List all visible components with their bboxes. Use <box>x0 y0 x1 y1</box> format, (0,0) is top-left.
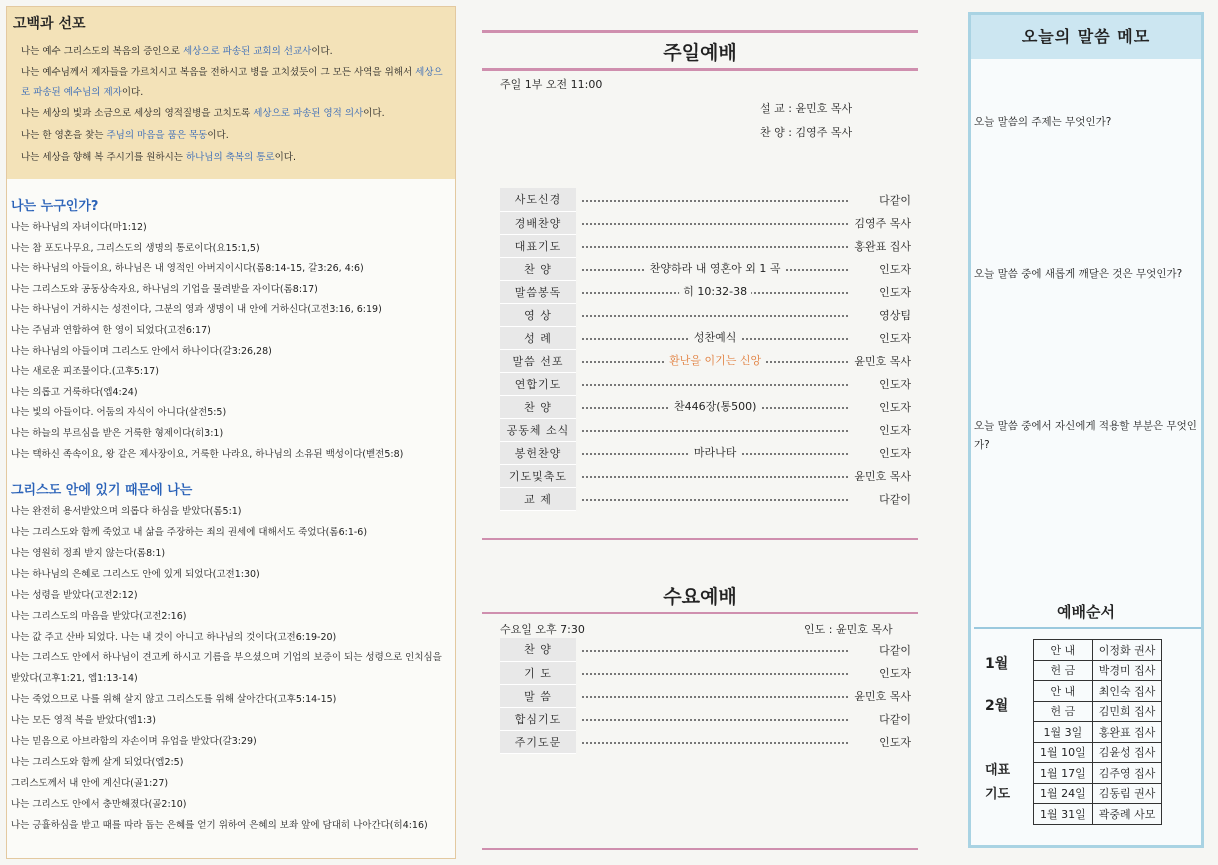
schedule-name: 김민희 집사 <box>1092 701 1162 722</box>
order-content <box>576 464 854 487</box>
dotted-leader <box>582 499 848 501</box>
schedule-role: 1월 10일 <box>1034 742 1093 763</box>
order-label: 기도및축도 <box>500 464 576 487</box>
schedule-row <box>1034 701 1162 722</box>
wednesday-time: 수요일 오후 7:30 <box>500 623 585 636</box>
order-content <box>576 487 854 510</box>
order-content <box>576 349 854 372</box>
order-label: 성 례 <box>500 326 576 349</box>
list-item: 나는 성령을 받았다(고전2:12) <box>11 589 138 601</box>
order-row <box>500 326 915 349</box>
list-item: 그리스도께서 내 안에 계신다(골1:27) <box>11 777 169 789</box>
schedule-name: 이정화 권사 <box>1092 640 1162 661</box>
schedule-role: 안 내 <box>1034 640 1093 661</box>
memo-question-3: 오늘 말씀 중에서 자신에게 적용할 부분은 무엇인가? <box>974 420 1197 451</box>
order-row <box>500 730 915 753</box>
list-item: 나는 빛의 아들이다. 어둠의 자식이 아니다(살전5:5) <box>11 407 227 419</box>
order-person: 인도자 <box>879 666 911 680</box>
sunday-title: 주일예배 <box>663 42 737 64</box>
dotted-leader <box>582 742 848 744</box>
declaration-line: 나는 한 영혼을 찾는 주님의 마음을 품은 목동이다. <box>21 130 229 141</box>
schedule-name: 김동림 권사 <box>1092 783 1162 804</box>
order-person: 인도자 <box>879 377 911 391</box>
order-content <box>576 303 854 326</box>
memo-panel <box>968 12 1204 848</box>
order-label: 기 도 <box>500 661 576 684</box>
order-label: 연합기도 <box>500 372 576 395</box>
who-am-i-list <box>7 218 455 465</box>
order-content <box>576 441 854 464</box>
order-content <box>576 211 854 234</box>
dotted-leader <box>582 315 848 317</box>
order-row <box>500 487 915 510</box>
in-christ-list <box>7 502 455 837</box>
order-row <box>500 188 915 211</box>
order-content <box>576 707 854 730</box>
order-row <box>500 661 915 684</box>
order-label: 찬 양 <box>500 257 576 280</box>
list-item: 나는 하나님의 자녀이다(마1:12) <box>11 222 147 233</box>
schedule-row <box>1034 722 1162 743</box>
order-row <box>500 464 915 487</box>
dotted-leader <box>582 673 848 675</box>
declaration-line: 나는 세상의 빛과 소금으로 세상의 영적질병을 고치도록 세상으로 파송된 영적 의사이다. <box>21 108 385 119</box>
order-person: 윤민호 목사 <box>854 354 911 368</box>
declaration-line: 나는 예수님께서 제자들을 가르치시고 복음을 전하시고 병을 고치셨듯이 그 모든 사역을 위해서 세상으로 파송된 예수님의 제자이다. <box>21 67 443 98</box>
order-label: 교 제 <box>500 487 576 510</box>
list-item: 나는 모든 영적 복을 받았다(엡1:3) <box>11 715 156 727</box>
dotted-leader <box>582 200 848 202</box>
order-person: 인도자 <box>879 262 911 276</box>
order-label: 대표기도 <box>500 234 576 257</box>
order-item-text: 찬446장(통500) <box>670 398 760 414</box>
wednesday-leader: 인도 : 윤민호 목사 <box>804 623 893 636</box>
order-row <box>500 280 915 303</box>
schedule-role: 헌 금 <box>1034 701 1093 722</box>
order-content <box>576 372 854 395</box>
list-item: 나는 참 포도나무요, 그리스도의 생명의 통로이다(요15:1,5) <box>11 242 260 254</box>
list-item: 나는 하나님의 아들이요, 하나님은 내 영적인 아버지이시다(롬8:14-15, 갈3:26, 4:6) <box>11 263 364 275</box>
schedule-group-feb: 2월 <box>985 698 1009 714</box>
schedule-role: 안 내 <box>1034 681 1093 702</box>
order-row <box>500 257 915 280</box>
declaration-title: 고백과 선포 <box>13 16 86 32</box>
order-row <box>500 418 915 441</box>
order-content <box>576 234 854 257</box>
sunday-praise-leader: 찬 양 : 김영주 목사 <box>760 126 853 139</box>
schedule-name: 홍완표 집사 <box>1092 722 1162 743</box>
schedule-name: 곽중례 사모 <box>1092 804 1162 825</box>
list-item: 나는 그리스도 안에서 하나님이 견고케 하시고 기름을 부으셨으며 기업의 보증이 되는 성령으로 인치심을 받았다(고후1:21, 엡1:13-14) <box>11 652 442 685</box>
schedule-title: 예배순서 <box>1057 603 1115 621</box>
dotted-leader <box>582 223 848 225</box>
order-row <box>500 441 915 464</box>
list-item: 나는 택하신 족속이요, 왕 같은 제사장이요, 거룩한 나라요, 하나님의 소유된 백성이다(벧전5:8) <box>11 448 404 460</box>
order-label: 공동체 소식 <box>500 418 576 441</box>
schedule-name: 박경미 집사 <box>1092 660 1162 681</box>
schedule-name: 김주영 집사 <box>1092 763 1162 784</box>
order-label: 말씀 선포 <box>500 349 576 372</box>
dotted-leader <box>582 384 848 386</box>
schedule-row <box>1034 681 1162 702</box>
order-label: 찬 양 <box>500 638 576 661</box>
order-person: 홍완표 집사 <box>854 239 911 253</box>
list-item: 나는 그리스도와 함께 살게 되었다(엡2:5) <box>11 757 184 768</box>
order-person: 인도자 <box>879 400 911 414</box>
section-rule <box>482 538 918 540</box>
dotted-leader <box>582 719 848 721</box>
schedule-name: 김윤성 집사 <box>1092 742 1162 763</box>
list-item: 나는 주님과 연합하여 한 영이 되었다(고전6:17) <box>11 324 211 336</box>
order-label: 주기도문 <box>500 730 576 753</box>
dotted-leader <box>582 476 848 478</box>
order-person: 인도자 <box>879 285 911 299</box>
dotted-leader <box>582 696 848 698</box>
order-row <box>500 349 915 372</box>
dotted-leader <box>582 430 848 432</box>
order-content <box>576 638 854 661</box>
wednesday-title-rule <box>482 612 918 614</box>
list-item: 나는 새로운 피조물이다.(고후5:17) <box>11 366 159 378</box>
list-item: 나는 의롭고 거룩하다(엡4:24) <box>11 386 138 398</box>
sunday-order-table <box>500 188 915 511</box>
schedule-row <box>1034 742 1162 763</box>
schedule-name: 최인숙 집사 <box>1092 681 1162 702</box>
order-row <box>500 303 915 326</box>
order-row <box>500 684 915 707</box>
order-person: 인도자 <box>879 331 911 345</box>
order-label: 경배찬양 <box>500 211 576 234</box>
order-person: 윤민호 목사 <box>854 689 911 703</box>
order-content <box>576 661 854 684</box>
order-label: 찬 양 <box>500 395 576 418</box>
order-row <box>500 372 915 395</box>
wednesday-title: 수요예배 <box>663 586 737 608</box>
order-content <box>576 395 854 418</box>
schedule-row <box>1034 804 1162 825</box>
order-person: 다같이 <box>879 492 911 506</box>
order-label: 합심기도 <box>500 707 576 730</box>
who-am-i-title: 나는 누구인가? <box>11 199 99 214</box>
order-content <box>576 280 854 303</box>
schedule-rule <box>974 627 1201 629</box>
schedule-row <box>1034 783 1162 804</box>
order-item-text: 찬양하라 내 영혼아 외 1 곡 <box>646 260 785 276</box>
list-item: 나는 죽었으므로 나를 위해 살지 않고 그리스도를 위해 살아간다(고후5:14-15) <box>11 694 337 706</box>
schedule-group-jan: 1월 <box>985 656 1009 672</box>
order-label: 사도신경 <box>500 188 576 211</box>
sunday-preacher: 설 교 : 윤민호 목사 <box>760 102 853 115</box>
schedule-role: 헌 금 <box>1034 660 1093 681</box>
list-item: 나는 그리스도의 마음을 받았다(고전2:16) <box>11 610 187 622</box>
order-label: 봉헌찬양 <box>500 441 576 464</box>
declaration-box <box>7 7 455 179</box>
middle-panel <box>482 6 918 859</box>
order-person: 영상팀 <box>879 308 911 322</box>
schedule-row <box>1034 660 1162 681</box>
bottom-rule <box>482 848 918 850</box>
order-person: 다같이 <box>879 643 911 657</box>
order-item-text: 성찬예식 <box>690 329 741 345</box>
order-person: 다같이 <box>879 193 911 207</box>
order-content <box>576 188 854 211</box>
wednesday-order-table <box>500 638 915 754</box>
schedule-role: 1월 17일 <box>1034 763 1093 784</box>
sunday-time: 주일 1부 오전 11:00 <box>500 78 603 91</box>
memo-title: 오늘의 말씀 메모 <box>971 15 1201 59</box>
schedule-table <box>1033 639 1162 825</box>
order-content <box>576 418 854 441</box>
order-label: 말 씀 <box>500 684 576 707</box>
list-item: 나는 완전히 용서받았으며 의롭다 하심을 받았다(롬5:1) <box>11 506 242 518</box>
order-person: 인도자 <box>879 446 911 460</box>
list-item: 나는 믿음으로 아브라함의 자손이며 유업을 받았다(갈3:29) <box>11 736 257 748</box>
schedule-group-prayer: 대표 기도 <box>985 763 1011 802</box>
memo-question-1: 오늘 말씀의 주제는 무엇인가? <box>974 116 1112 128</box>
list-item: 나는 값 주고 산바 되었다. 나는 내 것이 아니고 하나님의 것이다(고전6:19-20) <box>11 631 337 643</box>
list-item: 나는 그리스도와 공동상속자요, 하나님의 기업을 물려받을 자이다(롬8:17) <box>11 283 318 295</box>
schedule-role: 1월 24일 <box>1034 783 1093 804</box>
order-label: 영 상 <box>500 303 576 326</box>
list-item: 나는 그리스도와 함께 죽었고 내 삶을 주장하는 죄의 권세에 대해서도 죽었다(롬6:1-6) <box>11 527 368 539</box>
order-person: 다같이 <box>879 712 911 726</box>
title-rule <box>482 68 918 71</box>
order-row <box>500 234 915 257</box>
list-item: 나는 하나님이 거하시는 성전이다, 그분의 영과 생명이 내 안에 거하신다(고전3:16, 6:19) <box>11 304 382 316</box>
order-person: 윤민호 목사 <box>854 469 911 483</box>
order-content <box>576 257 854 280</box>
declaration-line: 나는 예수 그리스도의 복음의 증인으로 세상으로 파송된 교회의 선교사이다. <box>21 46 333 57</box>
schedule-row <box>1034 640 1162 661</box>
list-item: 나는 영원히 정죄 받지 않는다(롬8:1) <box>11 547 166 559</box>
schedule-role: 1월 31일 <box>1034 804 1093 825</box>
order-item-text: 환난을 이기는 신앙 <box>665 352 765 368</box>
list-item: 나는 하나님의 아들이며 그리스도 안에서 하나이다(갈3:26,28) <box>11 345 272 357</box>
order-item-text: 히 10:32-38 <box>679 283 751 299</box>
list-item: 나는 하늘의 부르심을 받은 거룩한 형제이다(히3:1) <box>11 427 224 439</box>
order-content <box>576 326 854 349</box>
order-content <box>576 730 854 753</box>
order-item-text: 마라나타 <box>690 444 741 460</box>
order-row <box>500 211 915 234</box>
order-row <box>500 707 915 730</box>
order-content <box>576 684 854 707</box>
order-row <box>500 395 915 418</box>
order-label: 말씀봉독 <box>500 280 576 303</box>
schedule-row <box>1034 763 1162 784</box>
list-item: 나는 긍휼하심을 받고 때를 따라 돕는 은혜를 얻기 위하여 은혜의 보좌 앞에 담대히 나아간다(히4:16) <box>11 819 428 831</box>
left-panel <box>6 6 456 859</box>
list-item: 나는 그리스도 안에서 충만해졌다(골2:10) <box>11 798 187 810</box>
memo-question-2: 오늘 말씀 중에 새롭게 깨달은 것은 무엇인가? <box>974 268 1183 280</box>
top-rule <box>482 30 918 33</box>
order-person: 인도자 <box>879 735 911 749</box>
order-person: 김영주 목사 <box>854 216 911 230</box>
schedule-role: 1월 3일 <box>1034 722 1093 743</box>
dotted-leader <box>582 650 848 652</box>
list-item: 나는 하나님의 은혜로 그리스도 안에 있게 되었다(고전1:30) <box>11 568 260 580</box>
declaration-line: 나는 세상을 향해 복 주시기를 원하시는 하나님의 축복의 통로이다. <box>21 152 296 163</box>
dotted-leader <box>582 246 848 248</box>
in-christ-title: 그리스도 안에 있기 때문에 나는 <box>11 483 193 499</box>
order-person: 인도자 <box>879 423 911 437</box>
order-row <box>500 638 915 661</box>
